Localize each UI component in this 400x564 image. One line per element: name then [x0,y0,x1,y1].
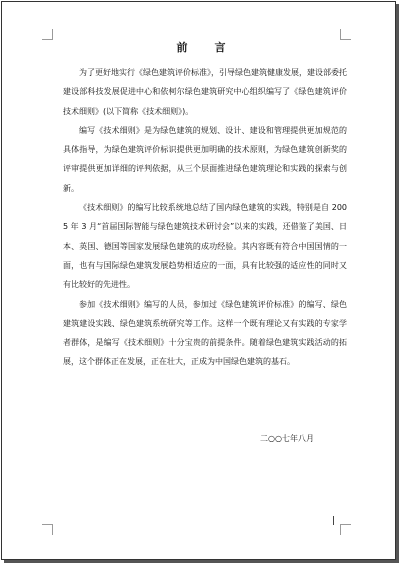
crop-mark-bottom-left [42,524,53,535]
document-body[interactable] [63,40,347,372]
paragraph-2: 编写《技术细则》是为绿色建筑的规划、设计、建设和管理提供更加规范的具体指导，为绿色建筑评价标识提供更加明确的技术原则，为绿色建筑创新奖的评审提供更加详细的评判依据，从三个层面推进绿色建筑理论和实践的探索与创新。 [63,125,347,193]
document-date: 二○○七年八月 [260,434,314,443]
paragraph-1: 为了更好地实行《绿色建筑评价标准》，引导绿色建筑健康发展，建设部委托建设部科技发展促进中心和依柯尔绿色建筑研究中心组织编写了《绿色建筑评价技术细则》(以下简称《技术细则》)。 [63,68,347,116]
crop-mark-bottom-right [340,524,351,535]
paragraph-4: 参加《技术细则》编写的人员，参加过《绿色建筑评价标准》的编写、绿色建筑建设实践、绿色建筑系统研究等工作。这样一个既有理论又有实践的专家学者群体，是编写《技术细则》十分宝贵的前提条件。随着绿色建筑实践活动的拓展，这个群体正在发展，正在壮大，正成为中国绿色建筑的基石。 [63,299,347,367]
paragraph-3: 《技术细则》的编写比较系统地总结了国内绿色建筑的实践，特别是自 2005 年 3 月“首届国际智能与绿色建筑技术研讨会”以来的实践，还借鉴了美国、日本、英国、德国等国家发展绿色建筑的成功经验。其内容既有符合中国国情的一面，也有与国际绿色建筑发展趋势相适应的一面，具有比较强的适应性的同时又有比较好的先进性。 [63,203,347,290]
crop-mark-top-right [340,29,351,40]
document-title: 前 言 [176,41,234,54]
document-page[interactable] [1,1,396,560]
text-cursor [333,516,334,525]
page-shadow-bottom [4,560,399,563]
page-shadow-right [396,4,399,563]
crop-mark-top-left [42,29,53,40]
